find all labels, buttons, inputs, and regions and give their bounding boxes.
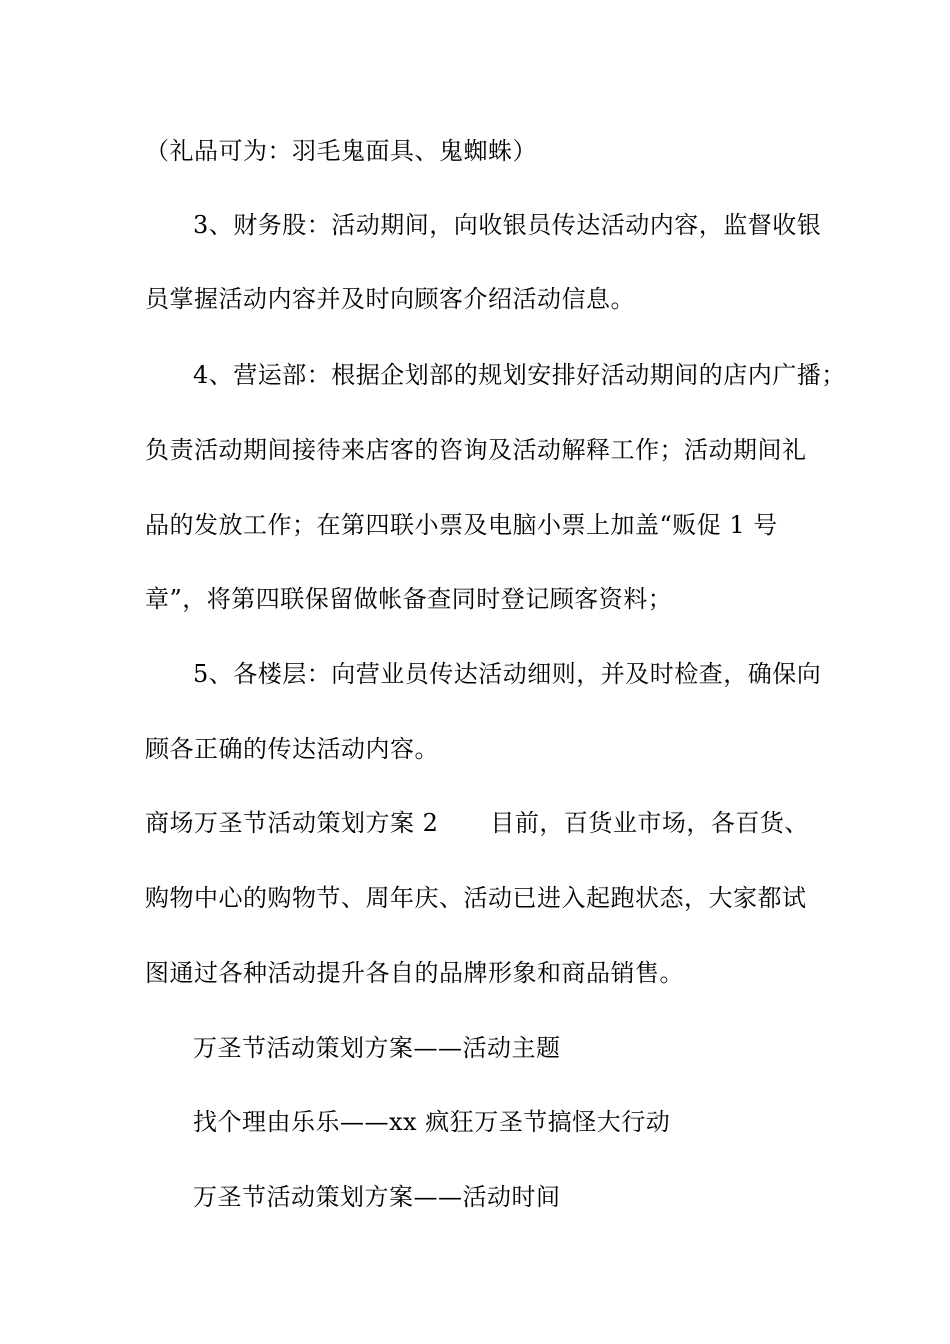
- text-line: 品的发放工作；在第四联小票及电脑小票上加盖“贩促 1 号: [145, 511, 778, 539]
- text-line: 负责活动期间接待来店客的咨询及活动解释工作；活动期间礼: [145, 436, 807, 464]
- section-intro: 目前，百货业市场，各百货、: [490, 809, 809, 837]
- text-line: 万圣节活动策划方案——活动时间: [193, 1183, 561, 1211]
- text-line: 购物中心的购物节、周年庆、活动已进入起跑状态，大家都试: [145, 884, 807, 912]
- text-line: 万圣节活动策划方案——活动主题: [193, 1034, 561, 1062]
- text-line: 顾各正确的传达活动内容。: [145, 735, 439, 763]
- text-line: 找个理由乐乐——xx 疯狂万圣节搞怪大行动: [193, 1108, 671, 1136]
- text-line: 5、各楼层：向营业员传达活动细则，并及时检查，确保向: [193, 660, 822, 688]
- section-title: 商场万圣节活动策划方案 2: [145, 809, 439, 837]
- text-line: 章”，将第四联保留做帐备查同时登记顾客资料；: [145, 585, 673, 613]
- text-line: 3、财务股：活动期间，向收银员传达活动内容，监督收银: [193, 211, 822, 239]
- text-line: 员掌握活动内容并及时向顾客介绍活动信息。: [145, 285, 635, 313]
- text-line: 图通过各种活动提升各自的品牌形象和商品销售。: [145, 959, 684, 987]
- text-line: （礼品可为：羽毛鬼面具、鬼蜘蛛）: [145, 137, 537, 165]
- section-heading-line: [145, 808, 809, 838]
- text-line: 4、营运部：根据企划部的规划安排好活动期间的店内广播；: [193, 361, 846, 389]
